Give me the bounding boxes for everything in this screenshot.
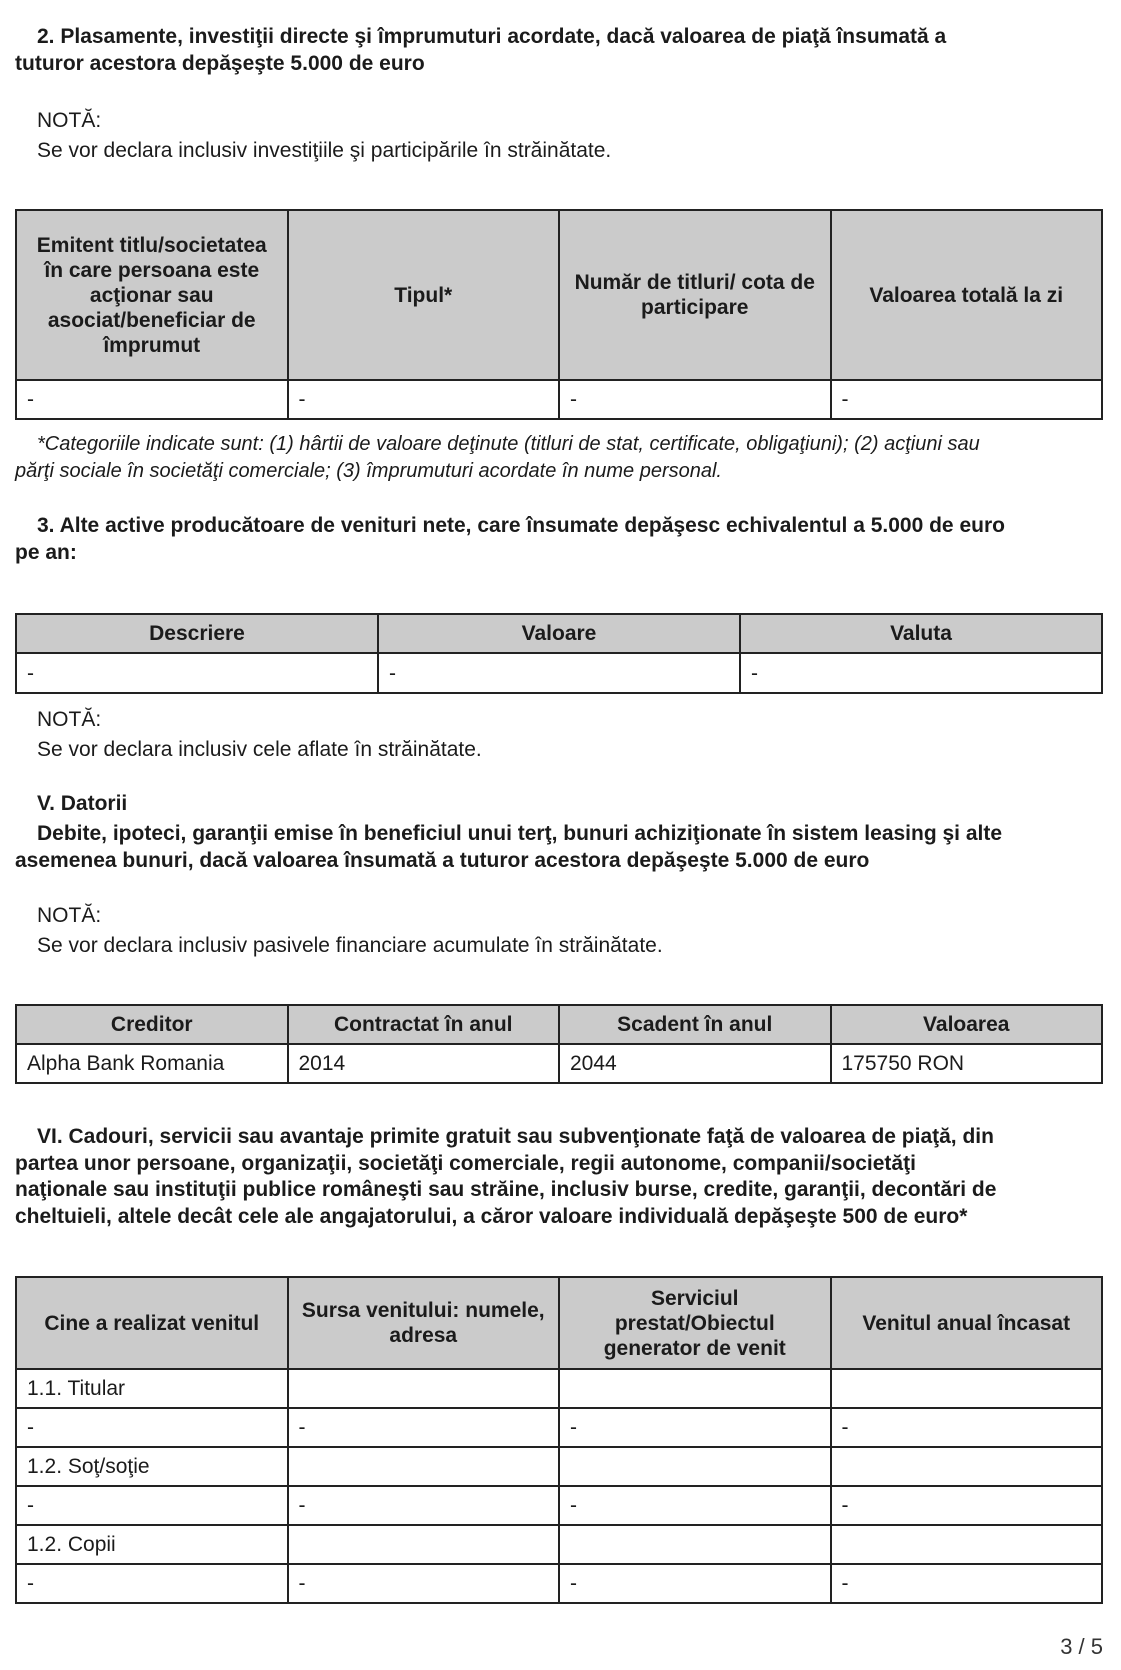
heading-line: VI. Cadouri, servicii sau avantaje primite gratuit sau subvenţionate faţă de valoarea de piaţă, din <box>37 1125 994 1148</box>
note-text: Se vor declara inclusiv pasivele financiare acumulate în străinătate. <box>37 934 663 957</box>
table-row <box>16 1525 1102 1564</box>
section-v-note <box>15 901 1103 961</box>
heading-line: asemenea bunuri, dacă valoarea însumată a tuturor acestora depăşeşte 5.000 de euro <box>15 848 870 872</box>
table-cell: Alpha Bank Romania <box>16 1044 288 1083</box>
gifts-table <box>15 1276 1103 1604</box>
table-cell <box>831 1525 1103 1564</box>
heading-line: cheltuieli, altele decât cele ale angajatorului, a căror valoare individuală depăşeşte 500 de euro* <box>15 1204 968 1228</box>
table-cell <box>831 1447 1103 1486</box>
table-cell: - <box>559 1564 831 1603</box>
table-header-row <box>16 614 1102 653</box>
note-label: NOTĂ: <box>37 708 102 731</box>
table-cell: - <box>16 1564 288 1603</box>
table-cell: - <box>831 1486 1103 1525</box>
table-cell: - <box>16 1408 288 1447</box>
column-header: Serviciul prestat/Obiectul generator de venit <box>559 1277 831 1369</box>
section-2-note <box>15 106 1103 166</box>
table-row <box>16 653 1102 693</box>
table-cell: 2014 <box>288 1044 560 1083</box>
table-row <box>16 380 1102 419</box>
table-cell <box>559 1525 831 1564</box>
table-cell: - <box>559 380 831 419</box>
page-number: 3 / 5 <box>1060 1634 1103 1659</box>
column-header: Scadent în anul <box>559 1005 831 1044</box>
note-label: NOTĂ: <box>37 904 102 927</box>
column-header: Sursa venitului: numele, adresa <box>288 1277 560 1369</box>
column-header: Valoare <box>378 614 740 653</box>
section-2-heading <box>15 24 1103 77</box>
table-cell: - <box>288 1564 560 1603</box>
heading-line: tuturor acestora depăşeşte 5.000 de euro <box>15 51 425 75</box>
categories-footnote <box>15 431 1103 484</box>
table-cell: - <box>288 380 560 419</box>
heading-line: partea unor persoane, organizaţii, societăţi comerciale, regii autonome, companii/societăţi <box>15 1151 916 1175</box>
column-header: Valuta <box>740 614 1102 653</box>
table-cell: - <box>831 1564 1103 1603</box>
note-text: Se vor declara inclusiv investiţiile şi participările în străinătate. <box>37 139 612 162</box>
section-3-heading <box>15 513 1103 566</box>
table-header-row <box>16 1277 1102 1369</box>
footnote-line: *Categoriile indicate sunt: (1) hârtii de valoare deţinute (titluri de stat, certificate, obligaţiuni); (2) acţiuni sau <box>37 433 980 455</box>
table-cell <box>288 1369 560 1408</box>
table-cell: - <box>288 1486 560 1525</box>
heading-line: naţionale sau instituţii publice româneşti sau străine, inclusiv burse, credite, garanţii, decontări de <box>15 1178 997 1201</box>
table-cell: - <box>378 653 740 693</box>
column-header: Număr de titluri/ cota de participare <box>559 210 831 380</box>
table-cell: - <box>831 380 1103 419</box>
heading-line: 2. Plasamente, investiţii directe şi împrumuturi acordate, dacă valoarea de piaţă însumată a <box>37 25 947 48</box>
table-cell: - <box>559 1486 831 1525</box>
section-v-heading <box>15 821 1103 874</box>
column-header: Emitent titlu/societatea în care persoana este acţionar sau asociat/beneficiar de împrumut <box>16 210 288 380</box>
table-cell <box>288 1525 560 1564</box>
column-header: Contractat în anul <box>288 1005 560 1044</box>
table-row <box>16 1369 1102 1408</box>
heading-line: pe an: <box>15 540 77 564</box>
column-header: Valoarea <box>831 1005 1103 1044</box>
debts-table <box>15 1004 1103 1084</box>
table-cell: - <box>16 380 288 419</box>
table-cell: 175750 RON <box>831 1044 1103 1083</box>
table-cell: 2044 <box>559 1044 831 1083</box>
section-v-title <box>15 791 1103 818</box>
column-header: Valoarea totală la zi <box>831 210 1103 380</box>
table-row <box>16 1408 1102 1447</box>
table-row <box>16 1564 1102 1603</box>
table-cell <box>559 1447 831 1486</box>
table-header-row <box>16 1005 1102 1044</box>
note-label: NOTĂ: <box>37 109 102 132</box>
table-cell: - <box>740 653 1102 693</box>
other-assets-table <box>15 613 1103 694</box>
column-header: Descriere <box>16 614 378 653</box>
section-title: V. Datorii <box>37 792 128 815</box>
column-header: Venitul anual încasat <box>831 1277 1103 1369</box>
table-cell: - <box>559 1408 831 1447</box>
heading-line: Debite, ipoteci, garanţii emise în beneficiul unui terţ, bunuri achiziţionate în sistem leasing şi alte <box>37 822 1003 845</box>
table-cell <box>559 1369 831 1408</box>
column-header: Creditor <box>16 1005 288 1044</box>
table-cell: 1.2. Soţ/soţie <box>16 1447 288 1486</box>
column-header: Tipul* <box>288 210 560 380</box>
table-row <box>16 1486 1102 1525</box>
table-cell: 1.2. Copii <box>16 1525 288 1564</box>
section-vi-heading <box>15 1124 1103 1230</box>
table-cell <box>288 1447 560 1486</box>
investments-table <box>15 209 1103 420</box>
table-cell: - <box>831 1408 1103 1447</box>
table-cell: - <box>16 653 378 693</box>
section-3-note <box>15 705 1103 765</box>
table-header-row <box>16 210 1102 380</box>
column-header: Cine a realizat venitul <box>16 1277 288 1369</box>
table-cell: - <box>288 1408 560 1447</box>
table-cell: 1.1. Titular <box>16 1369 288 1408</box>
note-text: Se vor declara inclusiv cele aflate în străinătate. <box>37 738 482 761</box>
table-row <box>16 1447 1102 1486</box>
table-row <box>16 1044 1102 1083</box>
table-cell <box>831 1369 1103 1408</box>
heading-line: 3. Alte active producătoare de venituri nete, care însumate depăşesc echivalentul a 5.000 de euro <box>37 514 1005 537</box>
table-cell: - <box>16 1486 288 1525</box>
footnote-line: părţi sociale în societăţi comerciale; (3) împrumuturi acordate în nume personal. <box>15 459 722 482</box>
